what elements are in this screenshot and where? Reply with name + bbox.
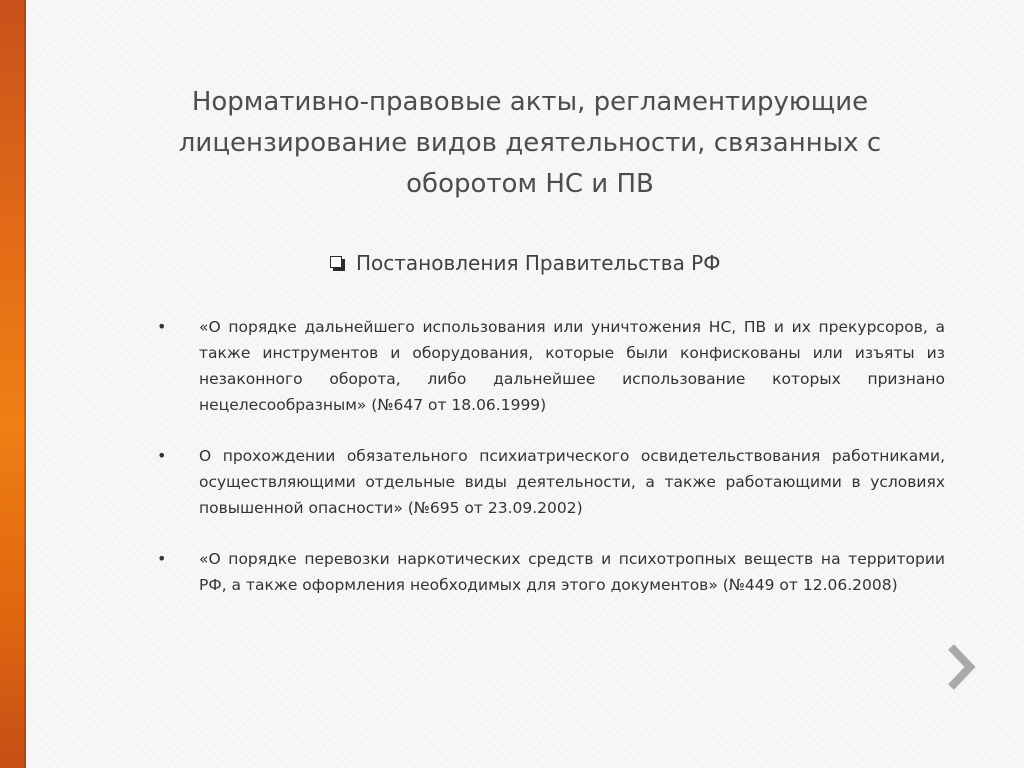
bullet-icon: •: [157, 317, 167, 336]
list-item: [157, 546, 945, 598]
list-item-text: «О порядке дальнейшего использования или уничтожения НС, ПВ и их прекурсоров, а также инструментов и оборудования, которые были конфискованы или изъяты из незаконного оборота, либо дальнейшее использование которых признано нецелесообразным» (№647 от 18.06.1999): [199, 318, 945, 414]
accent-side-bar: [0, 0, 26, 768]
list-item-text: О прохождении обязательного психиатрического освидетельствования работниками, осуществляющими отдельные виды деятельности, а также работающими в условиях повышенной опасности» (№695 от 23.09.2002): [199, 447, 945, 517]
section-heading: [330, 246, 830, 280]
list-item: [157, 314, 945, 418]
next-slide-button[interactable]: [943, 642, 979, 692]
chevron-right-icon: [943, 642, 979, 692]
list-item: [157, 443, 945, 521]
bullet-icon: •: [157, 549, 167, 568]
section-heading-label: Постановления Правительства РФ: [356, 251, 721, 275]
list-item-text: «О порядке перевозки наркотических средств и психотропных веществ на территории РФ, а также оформления необходимых для этого документов» (№449 от 12.06.2008): [199, 550, 945, 594]
regulation-list: [157, 314, 945, 623]
bullet-icon: •: [157, 446, 167, 465]
slide-title: Нормативно-правовые акты, регламентирующие лицензирование видов деятельности, связанных с оборотом НС и ПВ: [178, 87, 882, 199]
checkbox-icon: [330, 256, 345, 271]
